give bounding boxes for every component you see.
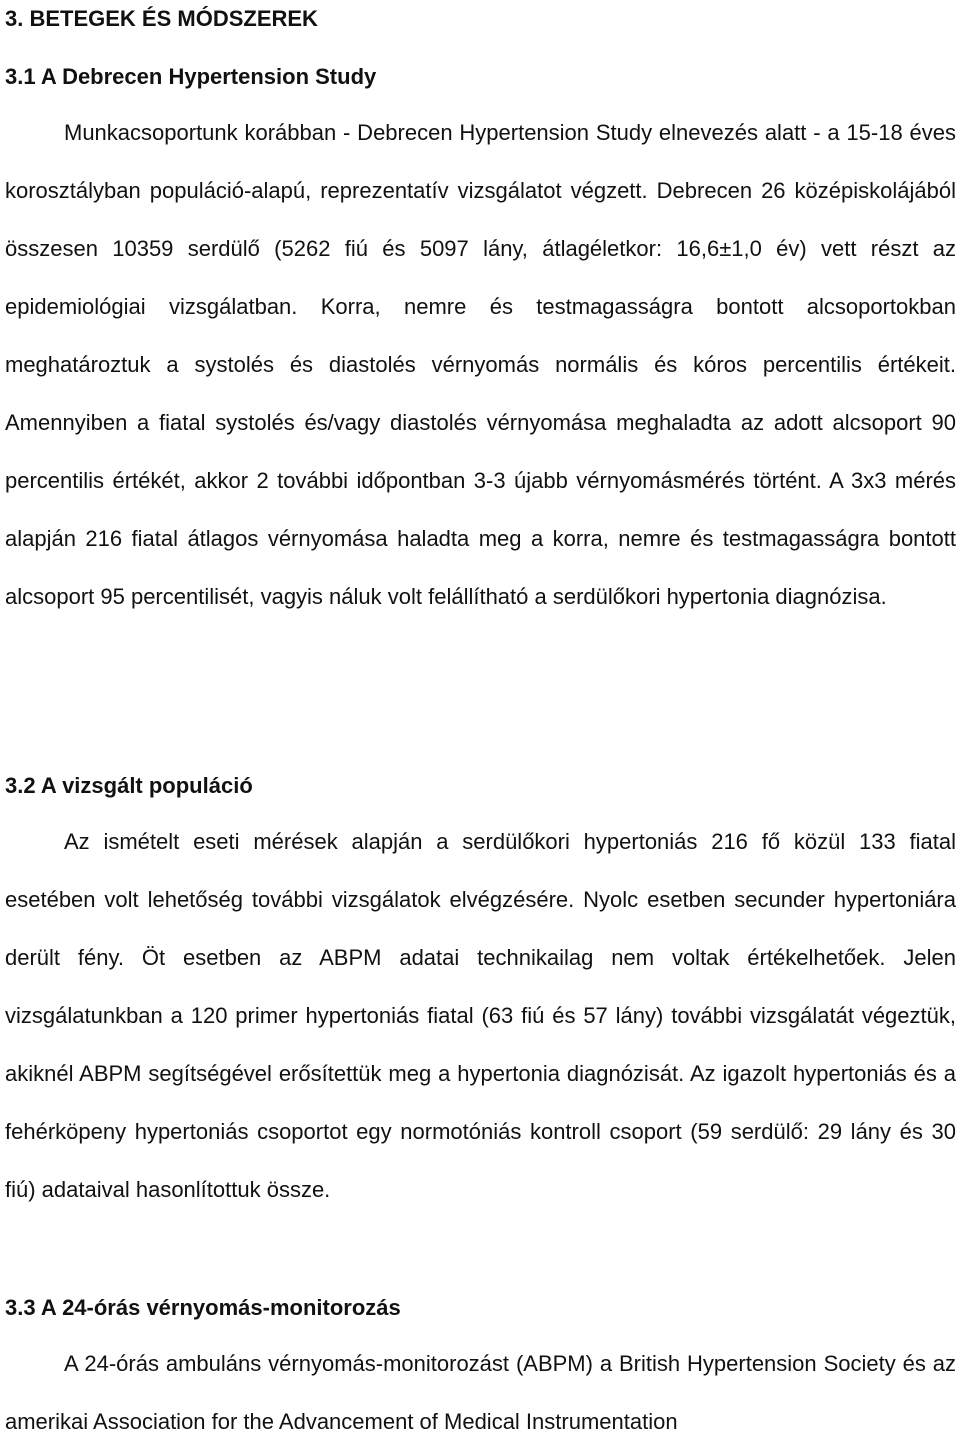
section-3-1-title: 3.1 A Debrecen Hypertension Study	[5, 64, 377, 89]
section-3-3-title: 3.3 A 24-órás vérnyomás-monitorozás	[5, 1295, 401, 1320]
chapter-heading: 3. BETEGEK ÉS MÓDSZEREK	[5, 6, 318, 31]
section-3-2-title: 3.2 A vizsgált populáció	[5, 773, 253, 798]
section-3-1-paragraph: Munkacsoportunk korábban - Debrecen Hypertension Study elnevezés alatt - a 15-18 éves korosztályban populáció-alapú, reprezentatív vizsgálatot végzett. Debrecen 26 középiskolájából összesen 10359 serdülő (5262 fiú és 5097 lány, átlagéletkor: 16,6±1,0 év) vett részt az epidemiológiai vizsgálatban. Korra, nemre és testmagasságra bontott alcsoportokban meghatároztuk a systolés és diastolés vérnyomás normális és kóros percentilis értékeit. Amennyiben a fiatal systolés és/vagy diastolés vérnyomása meghaladta az adott alcsoport 90 percentilis értékét, akkor 2 további időpontban 3-3 újabb vérnyomásmérés történt. A 3x3 mérés alapján 216 fiatal átlagos vérnyomása haladta meg a korra, nemre és testmagasságra bontott alcsoport 95 percentilisét, vagyis náluk volt felállítható a serdülőkori hypertonia diagnózisa.	[5, 120, 956, 609]
section-3-3-paragraph: A 24-órás ambuláns vérnyomás-monitorozást (ABPM) a British Hypertension Society és az amerikai Association for the Advancement of Medical Instrumentation	[5, 1351, 956, 1434]
section-3-2-paragraph: Az ismételt eseti mérések alapján a serdülőkori hypertoniás 216 fő közül 133 fiatal esetében volt lehetőség további vizsgálatok elvégzésére. Nyolc esetben secunder hypertoniára derült fény. Öt esetben az ABPM adatai technikailag nem voltak értékelhetőek. Jelen vizsgálatunkban a 120 primer hypertoniás fiatal (63 fiú és 57 lány) további vizsgálatát végeztük, akiknél ABPM segítségével erősítettük meg a hypertonia diagnózisát. Az igazolt hypertoniás és a fehérköpeny hypertoniás csoportot egy normotóniás kontroll csoport (59 serdülő: 29 lány és 30 fiú) adataival hasonlítottuk össze.	[5, 829, 956, 1202]
